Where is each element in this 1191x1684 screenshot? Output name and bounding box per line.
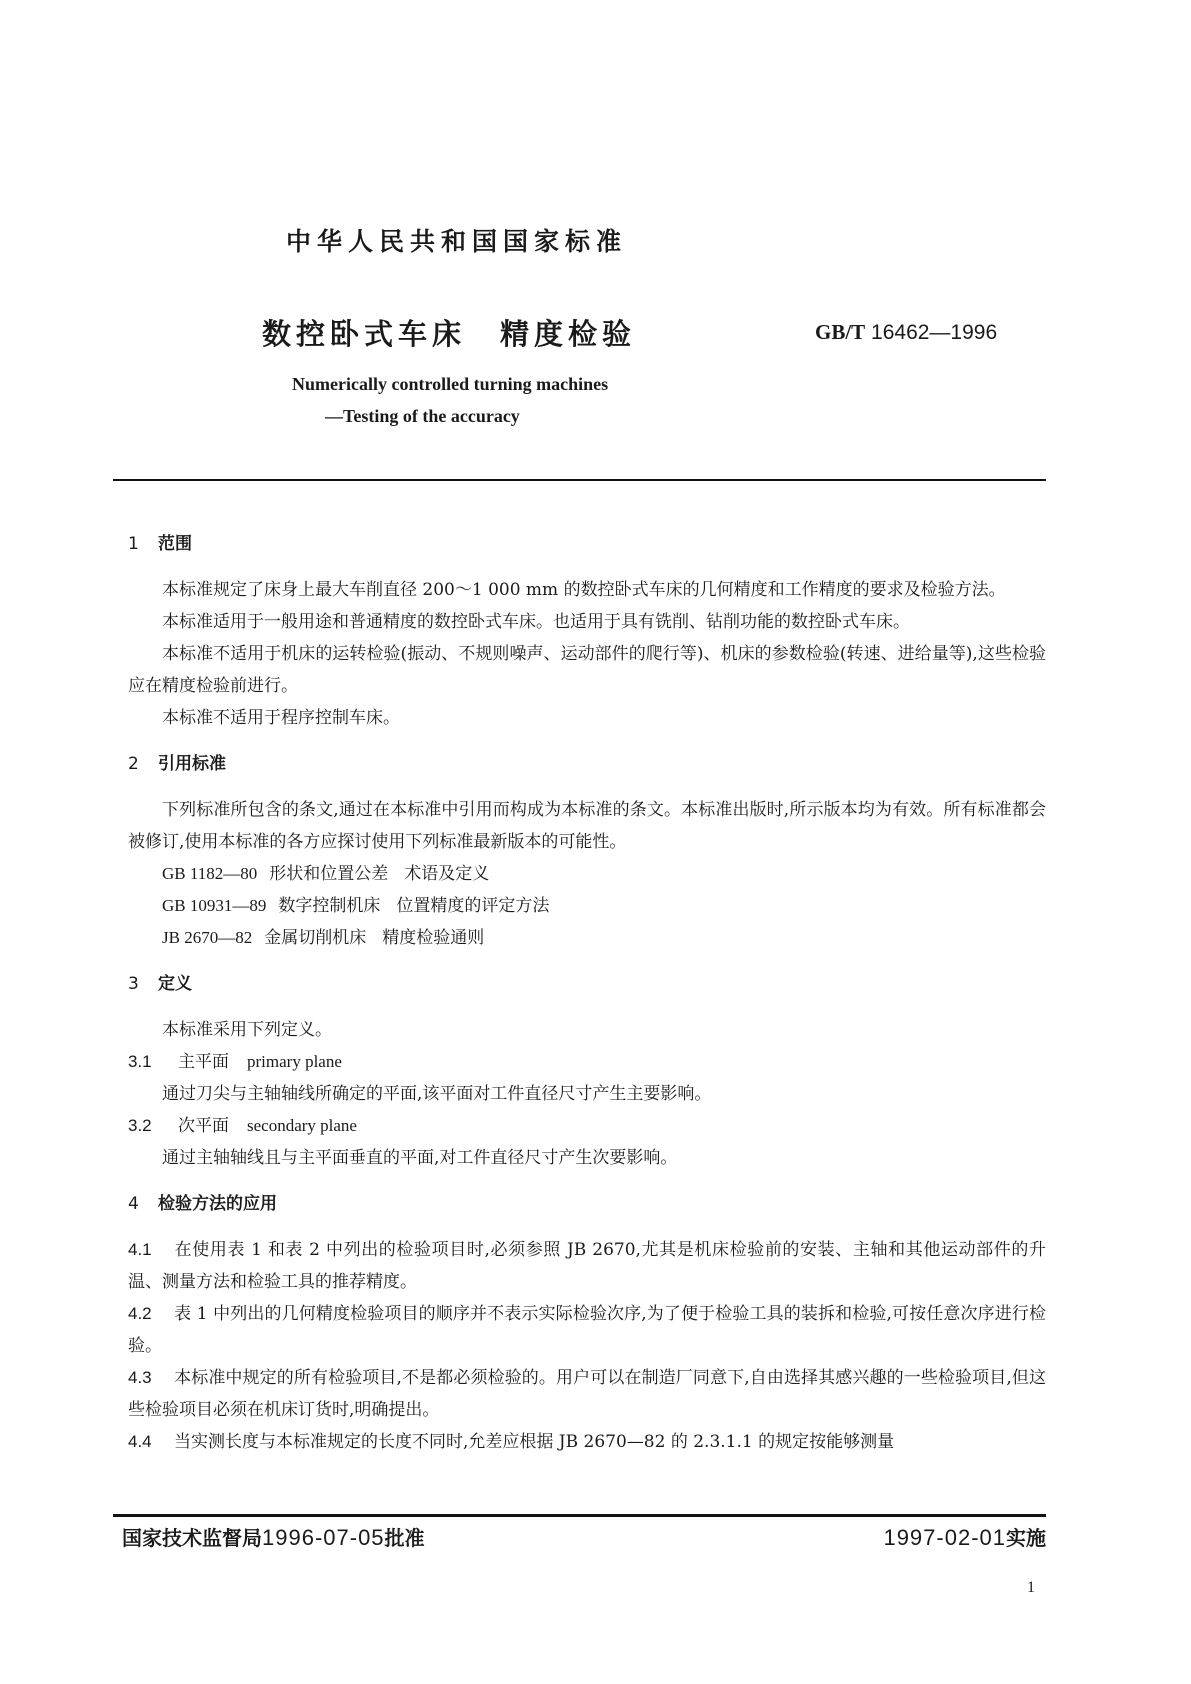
reference-item: GB 1182—80 形状和位置公差 术语及定义 bbox=[162, 864, 490, 884]
clause: 4.1 在使用表 1 和表 2 中列出的检验项目时,必须参照 JB 2670,尤其是机床检验前的安装、主轴和其他运动部件的升温、测量方法和检验工具的推荐精度。 bbox=[128, 1240, 1046, 1292]
standard-number bbox=[815, 320, 997, 345]
definition-term: 3.2 次平面 secondary plane bbox=[128, 1116, 357, 1136]
header-divider bbox=[113, 479, 1046, 481]
paragraph: 本标准不适用于机床的运转检验(振动、不规则噪声、运动部件的爬行等)、机床的参数检验(转速、进给量等),这些检验应在精度检验前进行。 bbox=[128, 644, 1046, 696]
reference-item: JB 2670—82 金属切削机床 精度检验通则 bbox=[162, 928, 485, 948]
clause: 4.2 表 1 中列出的几何精度检验项目的顺序并不表示实际检验次序,为了便于检验工具的装拆和检验,可按任意次序进行检验。 bbox=[128, 1304, 1046, 1356]
clause: 4.3 本标准中规定的所有检验项目,不是都必须检验的。用户可以在制造厂同意下,自由选择其感兴趣的一些检验项目,但这些检验项目必须在机床订货时,明确提出。 bbox=[128, 1368, 1046, 1420]
section-heading-definitions: 3 定义 bbox=[128, 974, 192, 994]
document-body bbox=[128, 528, 1046, 1458]
footer-divider bbox=[113, 1514, 1046, 1517]
page-number: 1 bbox=[1027, 1579, 1035, 1596]
document-title-en-line2: —Testing of the accuracy bbox=[325, 406, 520, 426]
reference-item: GB 10931—89 数字控制机床 位置精度的评定方法 bbox=[162, 896, 550, 916]
standard-prefix: GB/T bbox=[815, 320, 866, 344]
definition-text: 通过主轴轴线且与主平面垂直的平面,对工件直径尺寸产生次要影响。 bbox=[162, 1148, 678, 1168]
effective-date: 1997-02-01 bbox=[883, 1525, 1006, 1550]
section-heading-normative-references: 2 引用标准 bbox=[128, 754, 226, 774]
paragraph: 下列标准所包含的条文,通过在本标准中引用而构成为本标准的条文。本标准出版时,所示版本均为有效。所有标准都会被修订,使用本标准的各方应探讨使用下列标准最新版本的可能性。 bbox=[128, 800, 1046, 852]
paragraph: 本标准规定了床身上最大车削直径 200～1 000 mm 的数控卧式车床的几何精度和工作精度的要求及检验方法。 bbox=[162, 580, 1006, 600]
definition-term: 3.1 主平面 primary plane bbox=[128, 1052, 342, 1072]
paragraph: 本标准采用下列定义。 bbox=[162, 1020, 332, 1040]
clause: 4.4 当实测长度与本标准规定的长度不同时,允差应根据 JB 2670—82 的 2.3.1.1 的规定按能够测量 bbox=[128, 1432, 895, 1452]
definition-text: 通过刀尖与主轴轴线所确定的平面,该平面对工件直径尺寸产生主要影响。 bbox=[162, 1084, 712, 1104]
approval-date: 1996-07-05 bbox=[262, 1525, 385, 1550]
section-heading-scope: 1 范围 bbox=[128, 534, 192, 554]
country-standard-heading: 中华人民共和国国家标准 bbox=[286, 227, 628, 256]
section-heading-test-methods: 4 检验方法的应用 bbox=[128, 1194, 277, 1214]
document-title-cn: 数控卧式车床 精度检验 bbox=[262, 317, 637, 351]
approval-line: 国家技术监督局1996-07-05批准 bbox=[122, 1525, 425, 1550]
effective-line: 1997-02-01实施 bbox=[883, 1525, 1046, 1550]
standard-code: 16462—1996 bbox=[871, 321, 998, 344]
paragraph: 本标准不适用于程序控制车床。 bbox=[162, 708, 400, 728]
document-title-en-line1: Numerically controlled turning machines bbox=[292, 374, 609, 394]
paragraph: 本标准适用于一般用途和普通精度的数控卧式车床。也适用于具有铣削、钻削功能的数控卧式车床。 bbox=[162, 612, 910, 632]
